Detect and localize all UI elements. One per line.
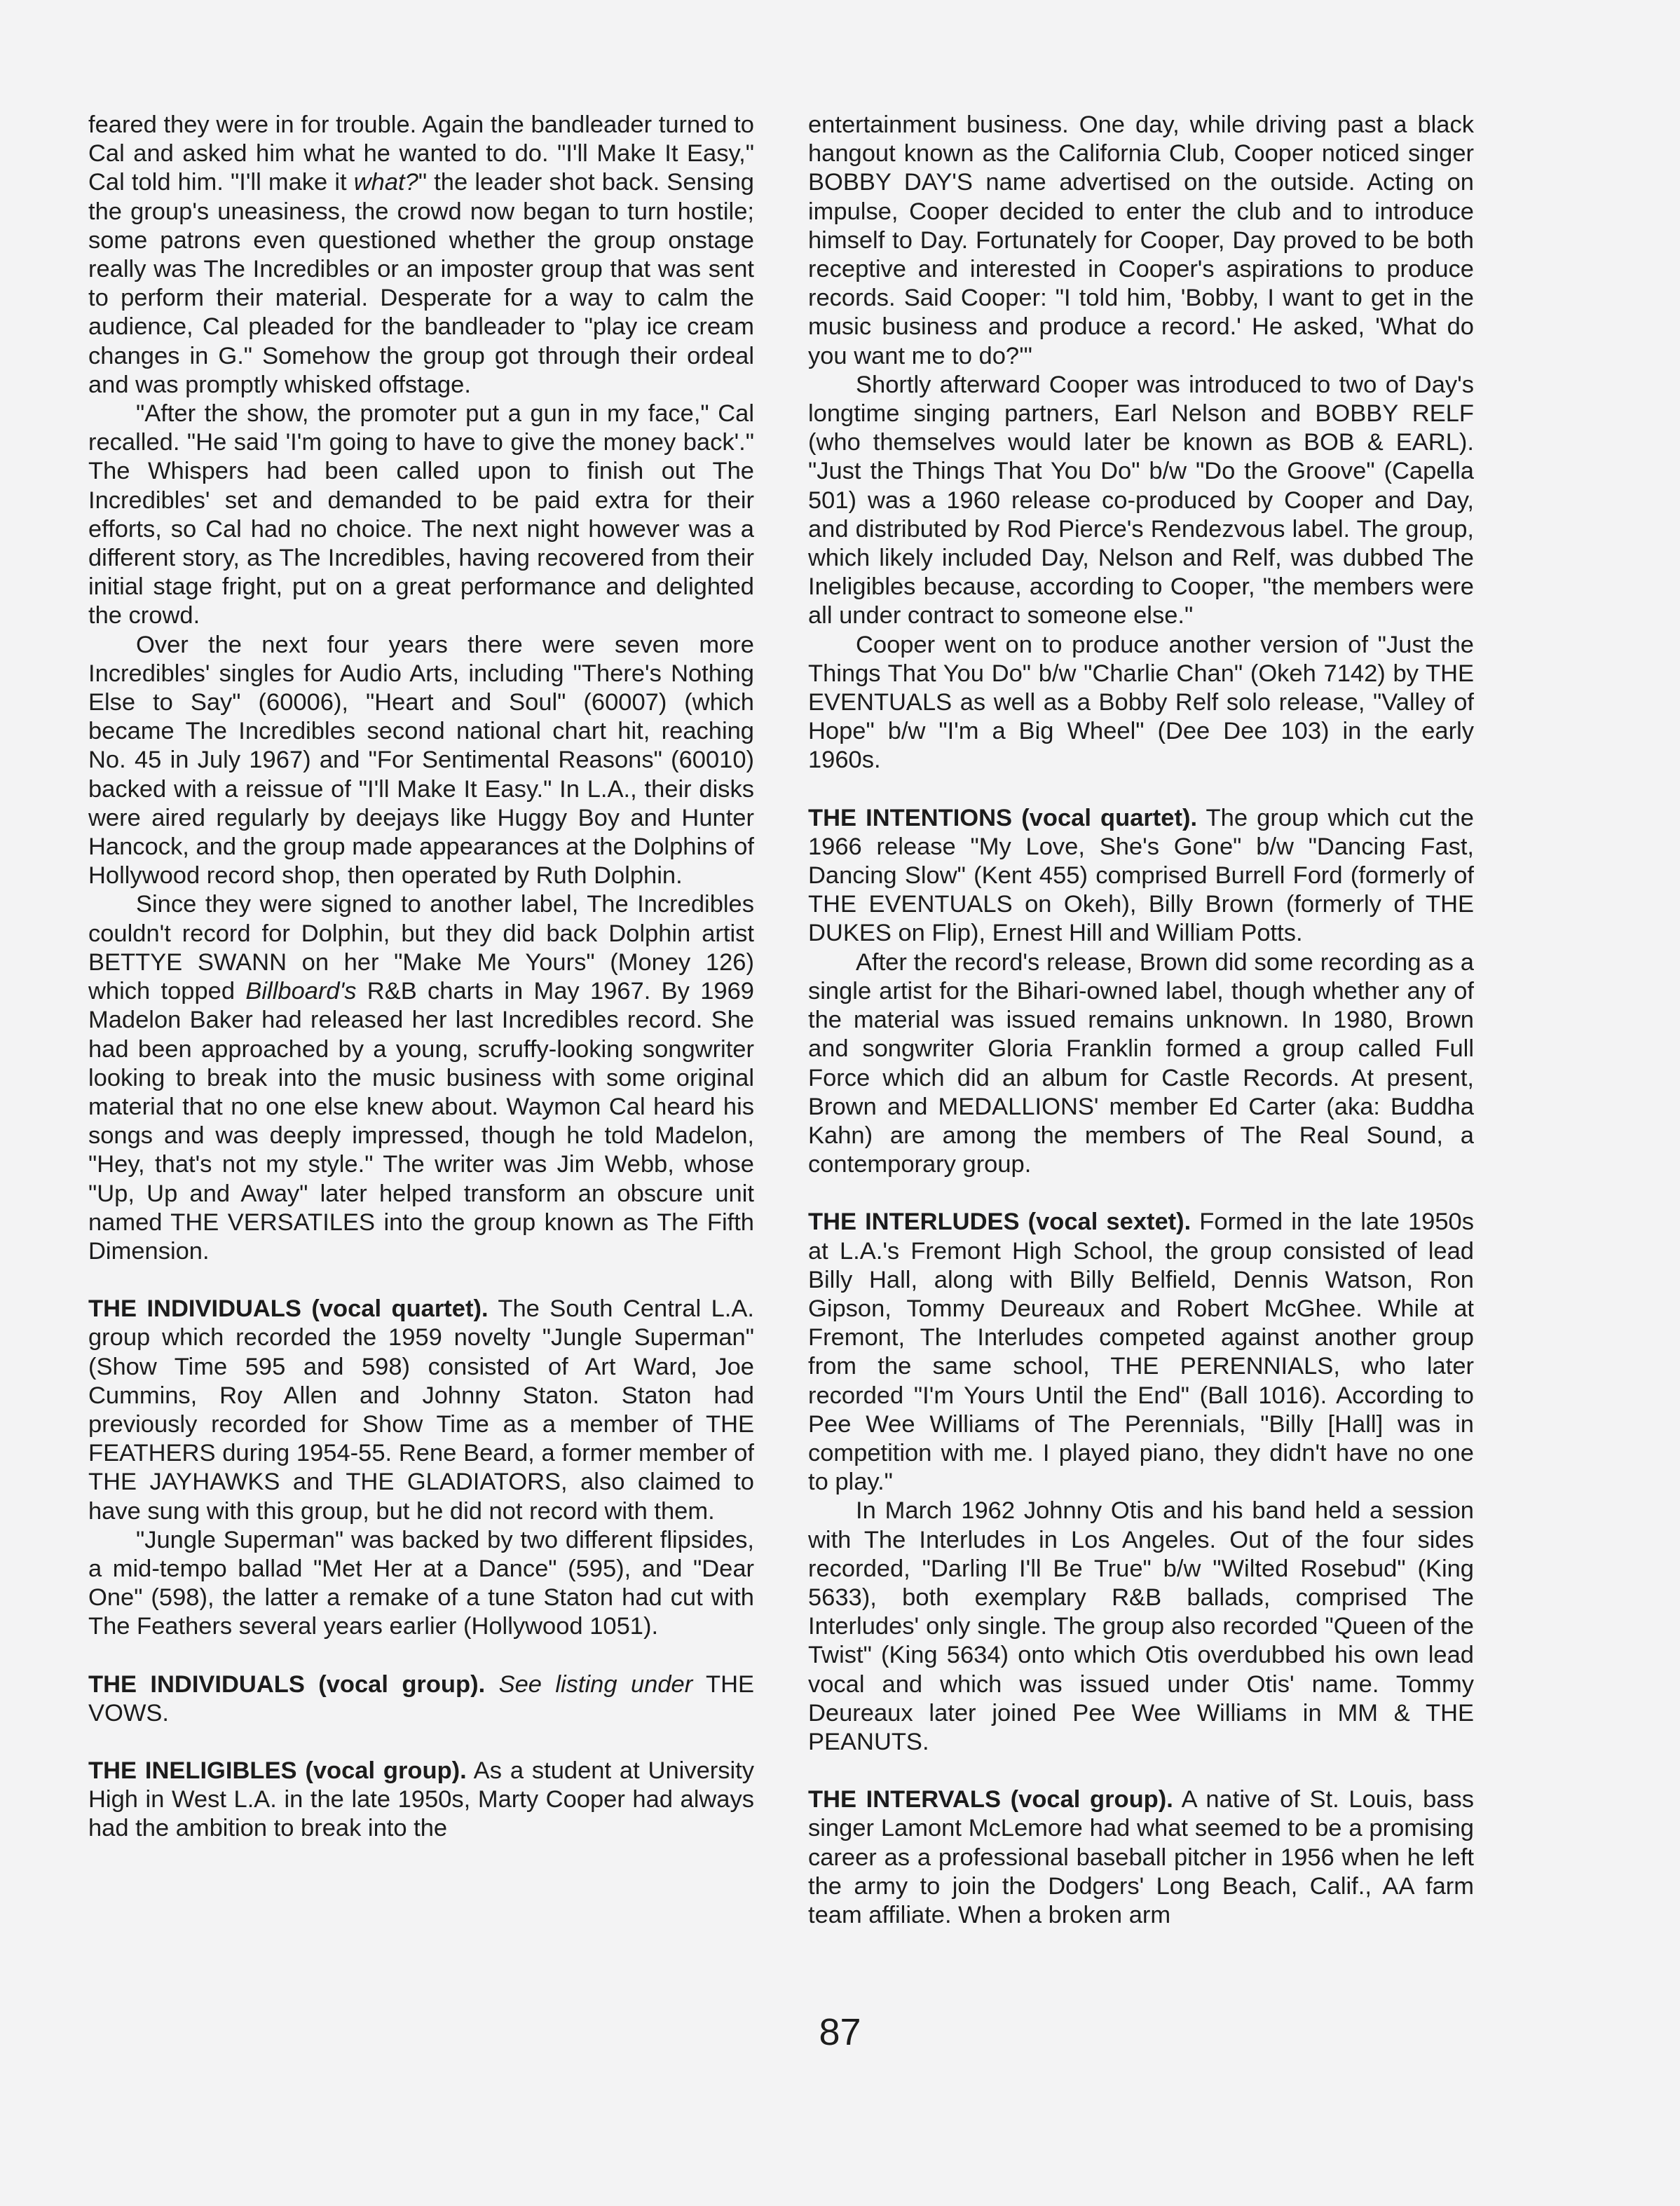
entry-interludes — [808, 1208, 1474, 1497]
paragraph — [88, 111, 754, 400]
page-number: 87 — [819, 2011, 861, 2053]
entry-heading: THE INDIVIDUALS (vocal quartet). — [88, 1295, 489, 1323]
text-run: Formed in the late 1950s at L.A.'s Fremont High School, the group consisted of lead Billy Hall, along with Billy Belfield, Dennis Watson, Ron Gipson, Tommy Deureaux and Robert McGhee. While at Fremont, The Interludes competed against another group from the same school, THE PERENNIALS, who later recorded "I'm Yours Until the End" (Ball 1016). According to Pee Wee Williams of The Perennials, "Billy [Hall] was in competition with me. I played piano, they didn't have no one to play." — [808, 1208, 1474, 1496]
entry-individuals-quartet — [88, 1295, 754, 1526]
entry-intentions — [808, 804, 1474, 948]
paragraph: In March 1962 Johnny Otis and his band held a session with The Interludes in Los Angeles. Out of the four sides recorded, "Darling I'll Be True" b/w "Wilted Rosebud" (King 5633), both exemplary R&B ballads, comprised The Interludes' only single. The group also recorded "Queen of the Twist" (King 5634) onto which Otis overdubbed his own lead vocal and which was issued under Otis' name. Tommy Deureaux later joined Pee Wee Williams in MM & THE PEANUTS. — [808, 1497, 1474, 1755]
text-run: The South Central L.A. group which recorded the 1959 novelty "Jungle Superman" (Show Time 595 and 598) consisted of Art Ward, Joe Cummins, Roy Allen and Johnny Staton. Staton had previously recorded for Show Time as a member of THE FEATHERS during 1954-55. Rene Beard, a former member of THE JAYHAWKS and THE GLADIATORS, also claimed to have sung with this group, but he did not record with them. — [88, 1295, 754, 1525]
paragraph: Shortly afterward Cooper was introduced to two of Day's longtime singing partners, Earl Nelson and BOBBY RELF (who themselves would later be known as BOB & EARL). "Just the Things That You Do" b/w "Do the Groove" (Capella 501) was a 1960 release co-produced by Cooper and Day, and distributed by Rod Pierce's Rendezvous label. The group, which likely included Day, Nelson and Relf, was dubbed The Ineligibles because, according to Cooper, "the members were all under contract to someone else." — [808, 371, 1474, 629]
paragraph: "Jungle Superman" was backed by two different flipsides, a mid-tempo ballad "Met Her at a Dance" (595), and "Dear One" (598), the latter a remake of a tune Staton had cut with The Feathers several years earlier (Hollywood 1051). — [88, 1526, 754, 1640]
paragraph — [88, 890, 754, 1266]
text-run: The group which cut the 1966 release "My Love, She's Gone" b/w "Dancing Fast, Dancing Slow" (Kent 455) comprised Burrell Ford (formerly of THE EVENTUALS on Okeh), Billy Brown (formerly of THE DUKES on Flip), Ernest Hill and William Potts. — [808, 804, 1474, 947]
text-run: As a student at University High in West L.A. in the late 1950s, Marty Cooper had always had the ambition to break into the — [88, 1757, 754, 1842]
emphasis: See listing under — [485, 1670, 693, 1698]
entry-heading: THE INTENTIONS (vocal quartet). — [808, 804, 1198, 831]
entry-intervals — [808, 1785, 1474, 1930]
emphasis: Billboard's — [245, 978, 357, 1005]
paragraph: entertainment business. One day, while driving past a black hangout known as the California Club, Cooper noticed singer BOBBY DAY'S name advertised on the outside. Acting on impulse, Cooper decided to enter the club and to introduce himself to Day. Fortunately for Cooper, Day proved to be both receptive and interested in Cooper's aspirations to produce records. Said Cooper: "I told him, 'Bobby, I want to get in the music business and produce a record.' He asked, 'What do you want me to do?'" — [808, 111, 1474, 369]
paragraph: Cooper went on to produce another version of "Just the Things That You Do" b/w "Charlie Chan" (Okeh 7142) by THE EVENTUALS as well as a Bobby Relf solo release, "Valley of Hope" b/w "I'm a Big Wheel" (Dee Dee 103) in the early 1960s. — [808, 631, 1474, 774]
text-run: Since they were signed to another label, The Incredibles couldn't record for Dolphin, but they did back Dolphin artist BETTYE SWANN on her "Make Me Yours" (Money 126) which topped — [88, 891, 754, 1005]
entry-individuals-group — [88, 1670, 754, 1728]
entry-heading: THE INELIGIBLES (vocal group). — [88, 1757, 467, 1784]
entry-heading: THE INDIVIDUALS (vocal group). — [88, 1670, 486, 1698]
entry-ineligibles — [88, 1757, 754, 1844]
text-run: " the leader shot back. Sensing the group's uneasiness, the crowd now began to turn hostile; some patrons even questioned whether the group onstage really was The Incredibles or an imposter group that was sent to perform their material. Desperate for a way to calm the audience, Cal pleaded for the bandleader to "play ice cream changes in G." Somehow the group got through their ordeal and was promptly whisked offstage. — [88, 169, 754, 398]
paragraph: After the record's release, Brown did some recording as a single artist for the Bihari-owned label, though whether any of the material was issued remains unknown. In 1980, Brown and songwriter Gloria Franklin formed a group called Full Force which did an album for Castle Records. At present, Brown and MEDALLIONS' member Ed Carter (aka: Buddha Kahn) are among the members of The Real Sound, a contemporary group. — [808, 948, 1474, 1178]
paragraph: "After the show, the promoter put a gun in my face," Cal recalled. "He said 'I'm going to have to give the money back'." The Whispers had been called upon to finish out The Incredibles' set and demanded to be paid extra for their efforts, so Cal had no choice. The next night however was a different story, as The Incredibles, having recovered from their initial stage fright, put on a great performance and delighted the crowd. — [88, 400, 754, 629]
text-run: THE VOWS. — [88, 1670, 755, 1727]
text-run: feared they were in for trouble. Again the bandleader turned to Cal and asked him what he wanted to do. "I'll Make It Easy," Cal told him. "I'll make it — [88, 111, 754, 196]
text-run: R&B charts in May 1967. By 1969 Madelon Baker had released her last Incredibles record. She had been approached by a young, scruffy-looking songwriter looking to break into the music business with some original material that no one else knew about. Waymon Cal heard his songs and was deeply impressed, though he told Madelon, "Hey, that's not my style." The writer was Jim Webb, whose "Up, Up and Away" later helped transform an obscure unit named THE VERSATILES into the group known as The Fifth Dimension. — [88, 978, 754, 1265]
paragraph: Over the next four years there were seven more Incredibles' singles for Audio Arts, including "There's Nothing Else to Say" (60006), "Heart and Soul" (60007) (which became The Incredibles second national chart hit, reaching No. 45 in July 1967) and "For Sentimental Reasons" (60010) backed with a reissue of "I'll Make It Easy." In L.A., their disks were aired regularly by deejays like Huggy Boy and Hunter Hancock, and the group made appearances at the Dolphins of Hollywood record shop, then operated by Ruth Dolphin. — [88, 631, 754, 890]
entry-heading: THE INTERLUDES (vocal sextet). — [808, 1208, 1191, 1236]
text-run: A native of St. Louis, bass singer Lamont McLemore had what seemed to be a promising career as a professional baseball pitcher in 1956 when he left the army to join the Dodgers' Long Beach, Calif., AA farm team affiliate. When a broken arm — [808, 1786, 1475, 1928]
emphasis: what? — [353, 169, 418, 196]
entry-heading: THE INTERVALS (vocal group). — [808, 1786, 1173, 1813]
right-column — [808, 111, 1474, 1930]
left-column — [88, 111, 754, 1844]
